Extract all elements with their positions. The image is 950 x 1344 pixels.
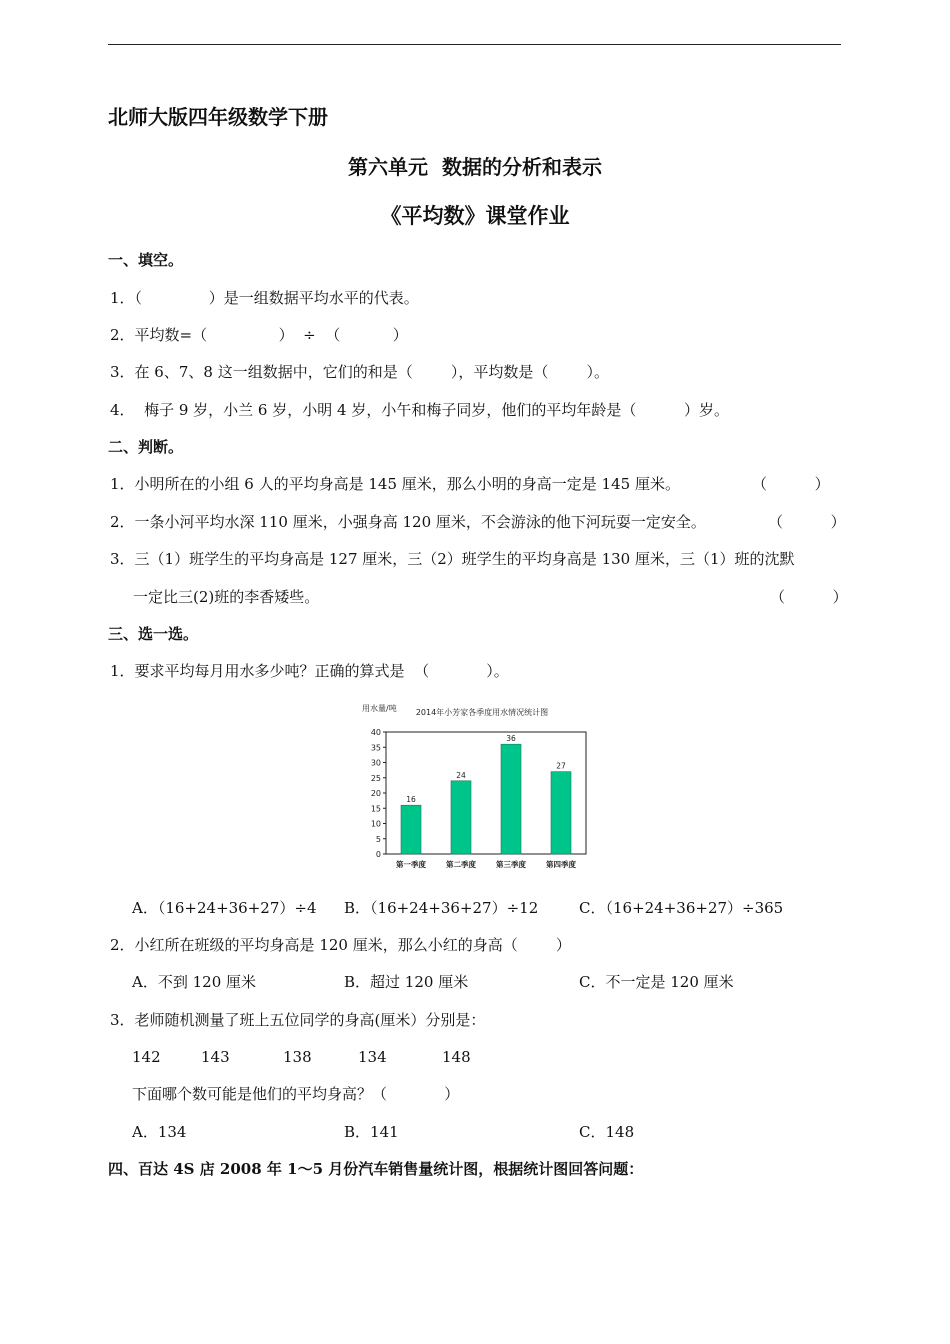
section-2-title: 二、判断。 [108,438,184,456]
s2-question-2-paren: （ ） [768,513,846,531]
x-category-label: 第二季度 [446,860,476,869]
s1-question-4: 4． 梅子 9 岁，小兰 6 岁，小明 4 岁，小午和梅子同岁，他们的平均年龄是（ ）岁。 [110,401,730,419]
s3-q2-option-b: B．超过 120 厘米 [344,973,469,991]
bar [451,781,471,854]
y-tick-label: 5 [375,834,381,844]
s3-question-2: 2．小红所在班级的平均身高是 120 厘米，那么小红的身高（ ） [110,936,571,954]
header-rule [108,44,841,45]
bar-value-label: 36 [506,734,516,744]
y-tick-label: 10 [370,819,381,829]
y-tick-label: 35 [370,743,381,753]
height-value: 148 [442,1048,471,1066]
book-title: 北师大版四年级数学下册 [108,105,328,129]
section-4-title: 四、百达 4S 店 2008 年 1～5 月份汽车销售量统计图，根据统计图回答问题： [108,1160,644,1178]
bar [551,772,571,854]
s3-question-3-ask: 下面哪个数可能是他们的平均身高？（ ） [132,1085,460,1103]
chart-title: 2014年小芳家各季度用水情况统计图 [415,708,549,717]
height-value: 142 [132,1048,161,1066]
chart-ylabel: 用水量/吨 [362,704,397,713]
height-value: 143 [201,1048,230,1066]
bar-value-label: 24 [456,770,466,780]
bar [401,805,421,854]
s3-q2-option-c: C．不一定是 120 厘米 [579,973,734,991]
x-category-label: 第三季度 [496,860,526,869]
s2-question-3-line1: 3．三（1）班学生的平均身高是 127 厘米，三（2）班学生的平均身高是 130 厘米，三（1）班的沈默 [110,550,795,568]
section-1-title: 一、填空。 [108,251,184,269]
s1-question-3: 3．在 6、7、8 这一组数据中，它们的和是（ ），平均数是（ ）。 [110,363,610,381]
s2-question-2: 2．一条小河平均水深 110 厘米，小强身高 120 厘米，不会游泳的他下河玩耍一定安全。 [110,513,706,531]
s3-q3-option-a: A．134 [132,1123,187,1141]
bar-value-label: 27 [556,761,566,771]
y-tick-label: 0 [375,850,381,859]
s3-question-1: 1．要求平均每月用水多少吨？正确的算式是 （ ）。 [110,662,509,680]
y-tick-label: 15 [370,804,381,814]
y-tick-label: 30 [370,758,381,768]
bar [501,744,521,854]
bar-value-label: 16 [406,795,416,805]
y-tick-label: 25 [370,773,381,783]
x-category-label: 第一季度 [396,860,426,869]
lesson-title: 《平均数》课堂作业 [380,203,570,228]
s3-question-3: 3．老师随机测量了班上五位同学的身高(厘米）分别是： [110,1011,486,1029]
s3-q2-option-a: A．不到 120 厘米 [132,973,256,991]
y-tick-label: 20 [370,789,381,798]
s2-question-1-paren: （ ） [752,475,830,493]
section-3-title: 三、选一选。 [108,625,199,643]
y-tick-label: 40 [370,728,381,737]
height-value: 138 [283,1048,312,1066]
s2-question-3-line2: 一定比三(2)班的李香矮些。 [133,588,320,606]
s3-q3-option-b: B．141 [344,1123,399,1141]
x-category-label: 第四季度 [546,860,576,869]
s2-question-1: 1．小明所在的小组 6 人的平均身高是 145 厘米，那么小明的身高一定是 145 厘米。 [110,475,680,493]
water-usage-bar-chart [352,700,602,880]
s3-q3-option-c: C．148 [579,1123,635,1141]
s1-question-1: 1．（ ）是一组数据平均水平的代表。 [110,289,419,307]
s3-q1-option-b: B．（16+24+36+27）÷12 [344,899,539,917]
s2-question-3-paren: （ ） [770,588,848,606]
s3-q1-option-c: C．（16+24+36+27）÷365 [579,899,784,917]
s3-q1-option-a: A．（16+24+36+27）÷4 [132,899,317,917]
s1-question-2: 2．平均数=（ ） ÷ （ ） [110,326,408,344]
unit-title: 第六单元 数据的分析和表示 [348,155,602,179]
height-value: 134 [358,1048,387,1066]
